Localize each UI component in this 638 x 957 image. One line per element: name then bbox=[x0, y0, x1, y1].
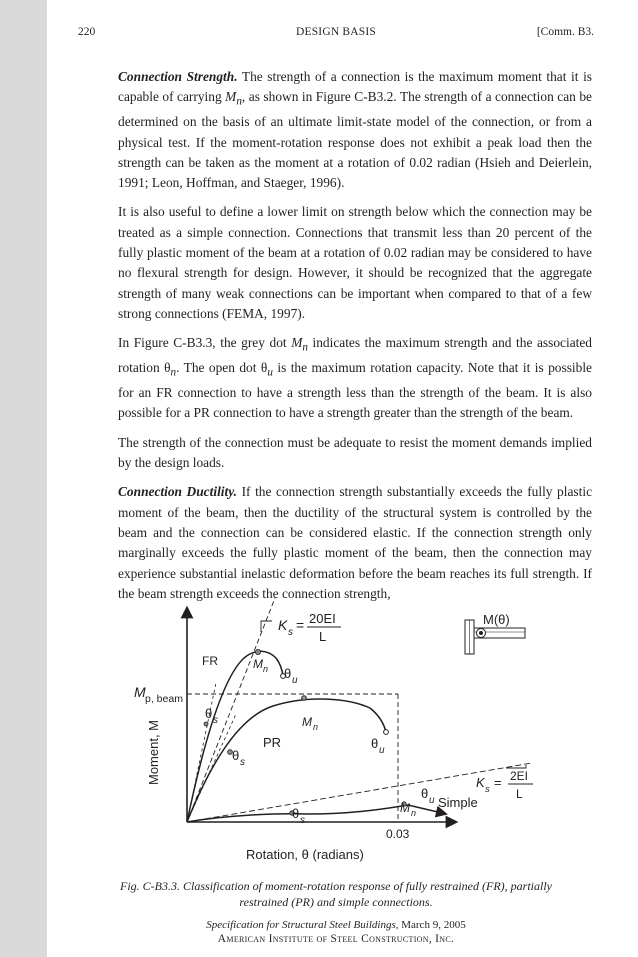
ks-simple-num: 2EI bbox=[510, 769, 529, 783]
text-run: is the maximum rotation capacity. Note that it is possible for an FR connection to have a strength less than the strength of the beam. It is also possible for a PR connection to have a strength greater than the strength of the beam. bbox=[118, 360, 592, 421]
simple-mn-m: M bbox=[400, 801, 410, 815]
run-in-heading: Connection Ductility. bbox=[118, 484, 238, 500]
section-reference: [Comm. B3. bbox=[536, 26, 594, 38]
pr-theta-u-dot bbox=[384, 730, 389, 735]
run-in-heading: Connection Strength. bbox=[118, 69, 238, 84]
pr-mn-sub: n bbox=[313, 722, 319, 732]
text-run: . The open dot θ bbox=[176, 360, 268, 376]
ks-simple-eq: = bbox=[494, 775, 502, 790]
fr-theta-s-t: θ bbox=[205, 706, 213, 721]
stiffness-simple-line bbox=[187, 763, 532, 822]
ks-fr-sub: s bbox=[288, 627, 293, 638]
fr-slope-tick bbox=[261, 621, 272, 632]
caption-line-2: restrained (PR) and simple connections. bbox=[239, 895, 433, 909]
paragraph-lower-limit: It is also useful to define a lower limit on strength below which the connection may be treated as a simple connection. Connections that transmit less than 20 percent of the fully plastic moment of the beam at a rotation of 0.02 radian may be considered to have no flexural strength for design. However, it should be recognized that the aggregate strength of many weak connections can be important when compared to that of a few strong connections (FEMA, 1997). bbox=[118, 204, 592, 321]
body-text bbox=[118, 67, 592, 613]
fr-mn-m: M bbox=[253, 657, 263, 671]
simple-label: Simple bbox=[438, 795, 478, 810]
connection-spring-inner-icon bbox=[479, 631, 483, 635]
page-footer bbox=[78, 918, 594, 946]
subscript: u bbox=[267, 366, 273, 379]
paragraph-figure-description bbox=[118, 333, 592, 424]
moment-rotation-diagram bbox=[108, 590, 578, 870]
mp-beam-m: M bbox=[134, 684, 146, 700]
pr-theta-s-t: θ bbox=[232, 748, 240, 763]
symbol-m: M bbox=[291, 335, 303, 351]
text-run: If the connection strength substantially exceeds the fully plastic moment of the beam, then the ductility of the structural system is controlled by the beam and the connection can be considered elastic. If the connection strength only marginally exceeds the fully plastic moment of the beam, then the connection may experience substantial inelastic deformation before the beam reaches its full strength. If the beam strength exceeds the connection strength, bbox=[118, 484, 593, 601]
ks-fr-k: K bbox=[278, 617, 288, 633]
footer-date: March 9, 2005 bbox=[398, 919, 466, 931]
pr-theta-s-sub: s bbox=[240, 757, 245, 768]
figure-caption bbox=[78, 878, 594, 910]
simple-theta-s-sub: s bbox=[300, 815, 305, 826]
m-theta-label: M(θ) bbox=[483, 612, 510, 627]
caption-line-1: Fig. C-B3.3. Classification of moment-rotation response of fully restrained (FR), partially bbox=[120, 879, 552, 893]
pr-mn-dot bbox=[302, 696, 307, 701]
mp-beam-sub: p, beam bbox=[145, 693, 183, 705]
pr-theta-u-sub: u bbox=[379, 745, 385, 756]
simple-theta-s-t: θ bbox=[292, 806, 300, 821]
text-run: , as shown in Figure C-B3.2. The strength of a connection can be determined on the basis of an ultimate limit-state model of the connection, or from a physical test. If the moment-rotation response does not exhibit a peak load then the strength can be taken as the moment at a rotation of 0.02 radian (Hsieh and Deierlein, 1991; Leon, Hoffman, and Staeger, 1996). bbox=[118, 89, 592, 191]
fr-mn-dot bbox=[255, 649, 260, 654]
running-title: DESIGN BASIS bbox=[295, 26, 377, 38]
x-tick-label: 0.03 bbox=[386, 827, 410, 841]
subscript: n bbox=[170, 366, 177, 379]
ks-fr-eq: = bbox=[296, 617, 305, 633]
page-number: 220 bbox=[78, 26, 96, 38]
paragraph-connection-strength bbox=[118, 67, 592, 193]
fr-mn-sub: n bbox=[263, 664, 269, 674]
simple-mn-sub: n bbox=[411, 808, 417, 818]
fr-theta-s-sub: s bbox=[213, 715, 218, 726]
footer-organization: American Institute of Steel Construction, Inc. bbox=[217, 933, 455, 945]
text-run: indicates the maximum strength and the associated rotation θ bbox=[118, 335, 592, 376]
moment-rotation-figure bbox=[108, 590, 578, 870]
footer-line-1 bbox=[78, 918, 594, 932]
pr-label: PR bbox=[263, 735, 282, 750]
pr-mn-m: M bbox=[302, 715, 312, 729]
footer-title: Specification for Structural Steel Buildings, bbox=[206, 919, 399, 931]
y-axis-label: Moment, M bbox=[146, 719, 161, 785]
paragraph-adequacy: The strength of the connection must be adequate to resist the moment demands implied by the design loads. bbox=[118, 434, 592, 471]
ks-fr-num: 20EI bbox=[309, 611, 336, 626]
text-run: In Figure C-B3.3, the grey dot bbox=[118, 335, 292, 351]
fr-theta-s-dot bbox=[204, 722, 208, 726]
fr-theta-u-t: θ bbox=[284, 666, 292, 681]
ks-fr-den: L bbox=[319, 629, 327, 644]
page-gutter bbox=[0, 0, 47, 957]
simple-theta-u-sub: u bbox=[429, 795, 435, 806]
simple-theta-u-t: θ bbox=[421, 786, 429, 801]
ks-simple-k: K bbox=[476, 775, 485, 790]
running-header bbox=[78, 26, 594, 42]
subscript: n bbox=[236, 95, 242, 108]
subscript: n bbox=[302, 341, 308, 354]
symbol-m: M bbox=[225, 89, 237, 105]
text-run: The strength of a connection is the maximum moment that it is capable of carrying bbox=[118, 69, 592, 105]
stiffness-fr-line bbox=[187, 598, 275, 822]
ks-simple-sub: s bbox=[485, 784, 490, 795]
pr-theta-u-t: θ bbox=[371, 736, 379, 751]
fr-label: FR bbox=[202, 654, 218, 668]
fr-theta-u-sub: u bbox=[292, 675, 298, 686]
ks-simple-den: L bbox=[516, 787, 523, 801]
x-axis-label: Rotation, θ (radians) bbox=[246, 847, 364, 862]
paragraph-connection-ductility bbox=[118, 482, 592, 604]
